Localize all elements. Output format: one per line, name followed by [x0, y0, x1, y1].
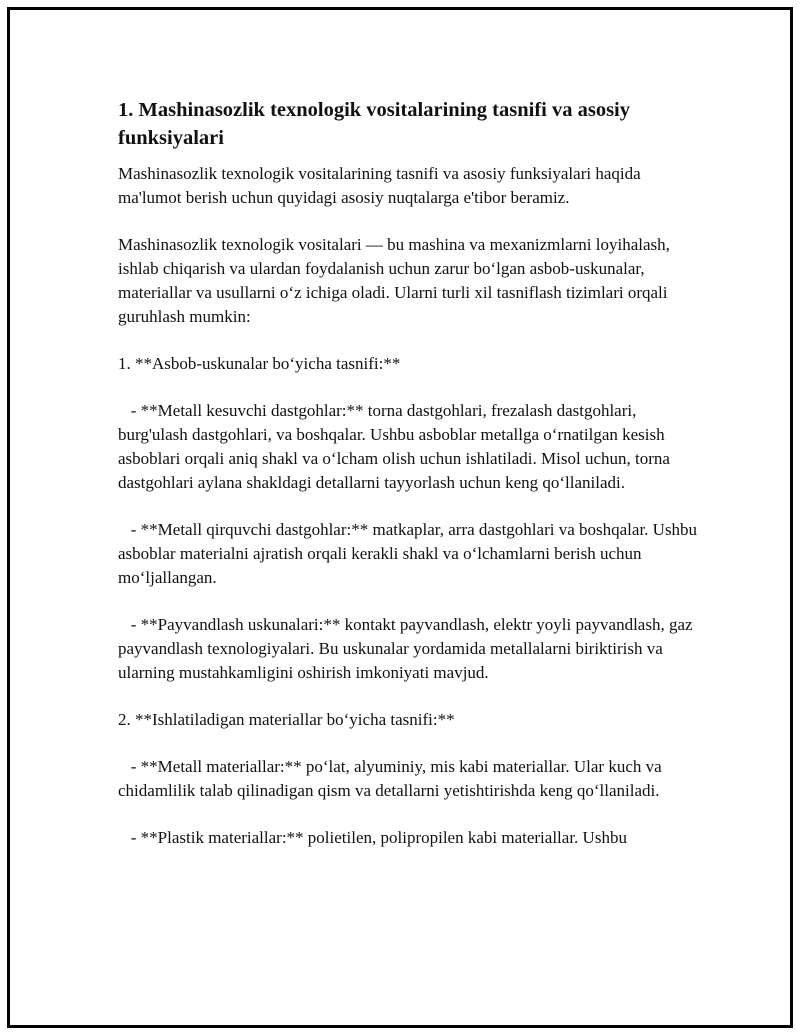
list-item-metal-cutting: - **Metall kesuvchi dastgohlar:** torna dastgohlari, frezalash dastgohlari, burg'ulash dastgohlari, va boshqalar. Ushbu asboblar metallga o‘rnatilgan kesish asboblari orqali aniq shakl va o‘lcham olish uchun ishlatiladi. Misol uchun, torna dastgohlari aylana shakldagi detallarni tayyorlash uchun keng qo‘llaniladi. — [118, 401, 675, 492]
section-heading-equipment: 1. **Asbob-uskunalar bo‘yicha tasnifi:** — [118, 354, 401, 373]
page-frame — [7, 7, 793, 1028]
section-heading-materials: 2. **Ishlatiladigan materiallar bo‘yicha tasnifi:** — [118, 710, 455, 729]
intro-paragraph: Mashinasozlik texnologik vositalarining tasnifi va asosiy funksiyalari haqida ma'lumot berish uchun quyidagi asosiy nuqtalarga e'tibor beramiz. — [118, 164, 645, 207]
list-item-plastic-materials: - **Plastik materiallar:** polietilen, polipropilen kabi materiallar. Ushbu — [118, 828, 627, 847]
document-body — [118, 96, 708, 873]
list-item-welding: - **Payvandlash uskunalari:** kontakt payvandlash, elektr yoyli payvandlash, gaz payvandlash texnologiyalari. Bu uskunalar yordamida metallalarni biriktirish va ularning mustahkamligini oshirish imkoniyati mavjud. — [118, 615, 697, 682]
definition-paragraph: Mashinasozlik texnologik vositalari — bu mashina va mexanizmlarni loyihalash, ishlab chiqarish va ulardan foydalanish uchun zarur bo‘lgan asbob-uskunalar, materiallar va usullarni o‘z ichiga oladi. Ularni turli xil tasniflash tizimlari orqali guruhlash mumkin: — [118, 235, 675, 326]
document-title: 1. Mashinasozlik texnologik vositalarining tasnifi va asosiy funksiyalari — [118, 99, 630, 149]
list-item-metal-shearing: - **Metall qirquvchi dastgohlar:** matkaplar, arra dastgohlari va boshqalar. Ushbu asboblar materialni ajratish orqali kerakli shakl va o‘lchamlarni berish uchun mo‘ljallangan. — [118, 520, 702, 587]
list-item-metal-materials: - **Metall materiallar:** po‘lat, alyuminiy, mis kabi materiallar. Ular kuch va chidamlilik talab qilinadigan qism va detallarni yetishtirishda keng qo‘llaniladi. — [118, 757, 666, 800]
